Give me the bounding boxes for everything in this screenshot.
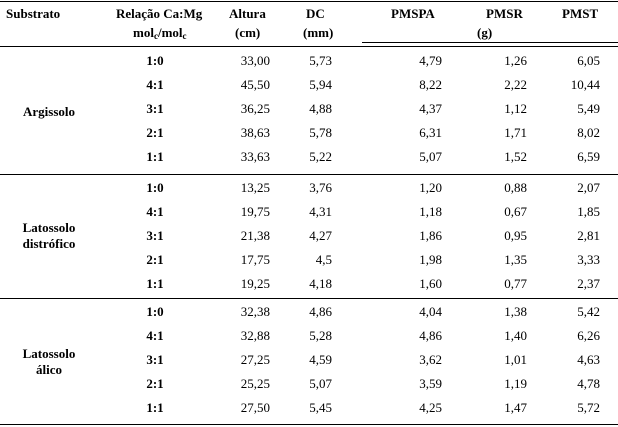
- cell-altura: 32,38: [240, 304, 270, 319]
- cell-altura: 36,25: [240, 101, 270, 116]
- cell-pmst: 1,85: [577, 204, 600, 219]
- cell-dc: 5,73: [309, 53, 332, 68]
- cell-pmsr: 1,12: [504, 101, 527, 116]
- table-row: [0, 372, 618, 396]
- cell-altura: 27,50: [240, 400, 270, 415]
- header-altura: Altura: [229, 6, 266, 21]
- cell-dc: 5,07: [309, 376, 332, 391]
- cell-ratio: 1:1: [146, 400, 164, 415]
- cell-pmspa: 4,04: [419, 304, 442, 319]
- cell-ratio: 4:1: [146, 77, 164, 92]
- cell-pmst: 6,05: [577, 53, 600, 68]
- cell-pmspa: 6,31: [419, 125, 442, 140]
- cell-pmst: 5,49: [577, 101, 600, 116]
- cell-dc: 4,18: [309, 276, 332, 291]
- cell-pmsr: 1,26: [504, 53, 527, 68]
- table-row: [0, 200, 618, 224]
- cell-ratio: 3:1: [146, 101, 164, 116]
- cell-pmst: 5,72: [577, 400, 600, 415]
- cell-pmst: 6,59: [577, 149, 600, 164]
- cell-dc: 4,31: [309, 204, 332, 219]
- cell-ratio: 4:1: [146, 204, 164, 219]
- table-row: [0, 248, 618, 272]
- table-row: [0, 300, 618, 324]
- cell-pmspa: 4,86: [419, 328, 442, 343]
- cell-pmsr: 0,88: [504, 180, 527, 195]
- cell-pmst: 3,33: [577, 252, 600, 267]
- cell-altura: 19,75: [240, 204, 270, 219]
- cell-dc: 5,78: [309, 125, 332, 140]
- table-bottom-rule: [0, 424, 618, 425]
- cell-pmsr: 0,77: [504, 276, 527, 291]
- cell-dc: 5,45: [309, 400, 332, 415]
- cell-pmspa: 4,37: [419, 101, 442, 116]
- cell-pmspa: 3,59: [419, 376, 442, 391]
- cell-pmspa: 1,60: [419, 276, 442, 291]
- table-row: [0, 145, 618, 169]
- header-pmspa: PMSPA: [391, 6, 435, 21]
- cell-altura: 19,25: [240, 276, 270, 291]
- cell-ratio: 1:1: [146, 276, 164, 291]
- cell-pmspa: 5,07: [419, 149, 442, 164]
- cell-ratio: 4:1: [146, 328, 164, 343]
- cell-ratio: 1:0: [146, 180, 164, 195]
- cell-ratio: 1:0: [146, 304, 164, 319]
- cell-altura: 13,25: [240, 180, 270, 195]
- cell-pmspa: 1,86: [419, 228, 442, 243]
- cell-ratio: 2:1: [146, 252, 164, 267]
- cell-pmst: 10,44: [570, 77, 600, 92]
- cell-altura: 45,50: [240, 77, 270, 92]
- header-substrato: Substrato: [6, 6, 61, 21]
- cell-pmst: 6,26: [577, 328, 600, 343]
- substrato-label: Argissolo: [23, 104, 75, 119]
- cell-pmspa: 4,79: [419, 53, 442, 68]
- table-row: [0, 224, 618, 248]
- table-top-rule: [0, 1, 618, 2]
- table-row: [0, 176, 618, 200]
- cell-pmst: 4,78: [577, 376, 600, 391]
- header-altura-unit: (cm): [235, 25, 261, 40]
- cell-pmspa: 4,25: [419, 400, 442, 415]
- table-row: [0, 272, 618, 296]
- cell-pmspa: 8,22: [419, 77, 442, 92]
- cell-dc: 4,59: [309, 352, 332, 367]
- cell-altura: 32,88: [240, 328, 270, 343]
- cell-pmst: 5,42: [577, 304, 600, 319]
- cell-pmst: 2,07: [577, 180, 600, 195]
- cell-altura: 38,63: [240, 125, 270, 140]
- cell-pmsr: 0,95: [504, 228, 527, 243]
- table-row: [0, 97, 618, 121]
- cell-ratio: 1:1: [146, 149, 164, 164]
- cell-pmspa: 1,20: [419, 180, 442, 195]
- cell-pmsr: 1,71: [504, 125, 527, 140]
- header-dc-unit: (mm): [303, 25, 334, 40]
- header-pmsr: PMSR: [486, 6, 523, 21]
- cell-altura: 33,00: [240, 53, 270, 68]
- group-separator: [0, 298, 618, 299]
- table-row: [0, 73, 618, 97]
- cell-dc: 4,5: [315, 252, 332, 267]
- mass-unit-rule: [362, 42, 618, 43]
- cell-pmsr: 1,38: [504, 304, 527, 319]
- cell-dc: 4,86: [309, 304, 332, 319]
- cell-pmsr: 1,01: [504, 352, 527, 367]
- cell-pmst: 2,37: [577, 276, 600, 291]
- cell-pmspa: 1,18: [419, 204, 442, 219]
- cell-altura: 27,25: [240, 352, 270, 367]
- table-row: [0, 49, 618, 73]
- cell-pmsr: 1,40: [504, 328, 527, 343]
- header-pmst: PMST: [562, 6, 599, 21]
- cell-pmspa: 3,62: [419, 352, 442, 367]
- table-row: [0, 348, 618, 372]
- table-row: [0, 121, 618, 145]
- substrato-label: Latossolo distrófico: [22, 220, 76, 251]
- header-relacao-unit: mol$_c$/mol$_c$: [133, 25, 187, 41]
- cell-ratio: 2:1: [146, 125, 164, 140]
- cell-dc: 4,88: [309, 101, 332, 116]
- cell-altura: 33,63: [240, 149, 270, 164]
- cell-pmsr: 1,52: [504, 149, 527, 164]
- cell-pmsr: 0,67: [504, 204, 527, 219]
- substrato-label: Latossolo álico: [22, 346, 76, 377]
- cell-dc: 4,27: [309, 228, 332, 243]
- cell-pmsr: 2,22: [504, 77, 527, 92]
- cell-altura: 21,38: [240, 228, 270, 243]
- group-separator: [0, 174, 618, 175]
- cell-pmst: 4,63: [577, 352, 600, 367]
- cell-ratio: 3:1: [146, 228, 164, 243]
- table-row: [0, 396, 618, 420]
- cell-altura: 17,75: [240, 252, 270, 267]
- cell-dc: 5,94: [309, 77, 332, 92]
- cell-ratio: 2:1: [146, 376, 164, 391]
- cell-pmst: 2,81: [577, 228, 600, 243]
- header-bottom-rule: [0, 46, 618, 47]
- cell-ratio: 1:0: [146, 53, 164, 68]
- header-dc: DC: [306, 6, 325, 21]
- cell-ratio: 3:1: [146, 352, 164, 367]
- cell-pmsr: 1,47: [504, 400, 527, 415]
- cell-pmsr: 1,19: [504, 376, 527, 391]
- cell-dc: 5,28: [309, 328, 332, 343]
- table-row: [0, 324, 618, 348]
- header-mass-unit: (g): [477, 25, 493, 40]
- cell-dc: 5,22: [309, 149, 332, 164]
- cell-pmsr: 1,35: [504, 252, 527, 267]
- cell-pmspa: 1,98: [419, 252, 442, 267]
- header-relacao: Relação Ca:Mg: [116, 6, 203, 21]
- cell-dc: 3,76: [309, 180, 332, 195]
- cell-altura: 25,25: [240, 376, 270, 391]
- cell-pmst: 8,02: [577, 125, 600, 140]
